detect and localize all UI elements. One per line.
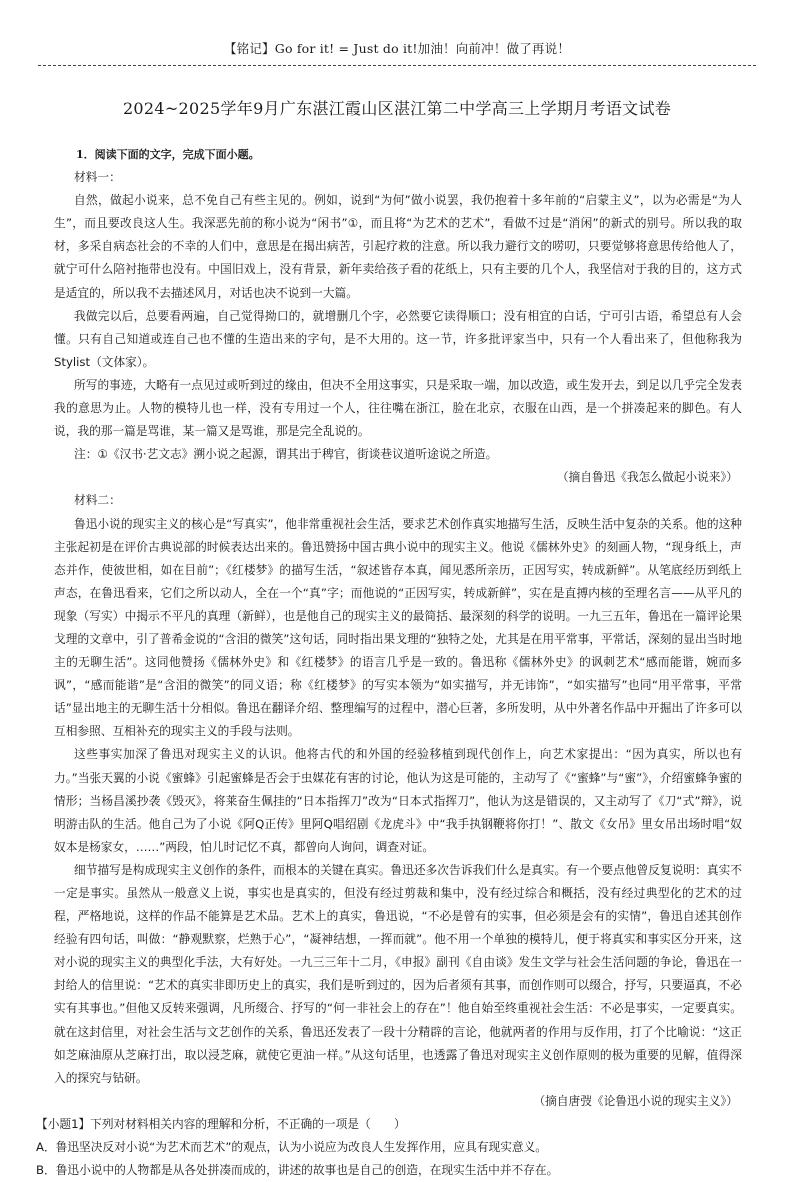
exam-title: 2024~2025学年9月广东湛江霞山区湛江第二中学高三上学期月考语文试卷 (122, 99, 672, 118)
material1-paragraph: 我做完以后，总要看两遍，自己觉得拗口的，就增删几个字，必然要它读得顺口；没有相宜的白话，宁可引古语，希望总有人会懂。只有自己知道或连自己也不懂的生造出来的字句，是不大用的。这一节，许多批评家当中，只有一个人看出来了，但他称我为Stylist（文体家）。 (54, 308, 742, 369)
header-motto: 【铭记】Go for it! = Just do it!加油！向前冲！做了再说！ (223, 41, 571, 56)
question1-stem: 【小题1】下列对材料相关内容的理解和分析，不正确的一项是（ ） (36, 1116, 406, 1131)
document-body (36, 143, 742, 1182)
material2-label: 材料二： (74, 493, 121, 508)
header-divider (38, 65, 756, 66)
material1-paragraph: 所写的事迹，大略有一点见过或听到过的缘由，但决不全用这事实，只是采取一端，加以改造，或生发开去，到足以几乎完全发表我的意思为止。人物的模特儿也一样，没有专用过一个人，往往嘴在浙江，脸在北京，衣服在山西，是一个拼凑起来的脚色。有人说，我的那一篇是骂谁，某一篇又是骂谁，那是完全乱说的。 (54, 377, 742, 439)
material2-paragraph: 这些事实加深了鲁迅对现实主义的认识。他将古代的和外国的经验移植到现代创作上，向艺术家提出：“因为真实，所以也有力。”当张天翼的小说《蜜蜂》引起蜜蜂是否会于虫媒花有害的讨论，他认为这是可能的，主动写了《“蜜蜂”与“蜜”》，介绍蜜蜂争蜜的情形；当杨昌溪抄袭《毁灭》，将莱奋生佩挂的“日本指挥刀”改为“日本式指挥刀”，他认为这是错误的，又主动写了《刀“式”辩》，说明游击队的生活。他自己为了小说《阿Q正传》里阿Q唱绍剧《龙虎斗》中“我手执钢鞭将你打！”、散文《女吊》里女吊出场时唱“奴奴本是杨家女，……”两段，怕儿时记忆不真，都曾向人询问，调查对证。 (54, 747, 742, 854)
question1-option-a: A．鲁迅坚决反对小说“为艺术而艺术”的观点，认为小说应为改良人生发挥作用，应具有现实意义。 (36, 1140, 547, 1155)
material1-label: 材料一： (74, 170, 121, 185)
material2-source: （摘自唐弢《论鲁迅小说的现实主义》） (533, 1093, 738, 1108)
material1-paragraph: 自然，做起小说来，总不免自己有些主见的。例如，说到“为何”做小说罢，我仍抱着十多年前的“启蒙主义”，以为必需是“为人生”，而且要改良这人生。我深恶先前的称小说为“闲书”①，而且将“为艺术的艺术”，看做不过是“消闲”的新式的别号。所以我的取材，多采自病态社会的不幸的人们中，意思是在揭出病苦，引起疗救的注意。所以我力避行文的唠叨，只要觉够将意思传给他人了，就宁可什么陪衬拖带也没有。中国旧戏上，没有背景，新年卖给孩子看的花纸上，只有主要的几个人，我坚信对于我的目的，这方式是适宜的，所以我不去描述风月，对话也决不说到一大篇。 (54, 193, 742, 300)
material2-paragraph: 鲁迅小说的现实主义的核心是“写真实”，他非常重视社会生活，要求艺术创作真实地描写生活，反映生活中复杂的关系。他的这种主张起初是在评价古典说部的时候表达出来的。鲁迅赞扬中国古典小说中的现实主义。他说《儒林外史》的刻画人物，“现身纸上，声态并作，使彼世相，如在目前”；《红楼梦》的描写生活，“叙述皆存本真，闻见悉所亲历，正因写实，转成新鲜”。从笔底经历到纸上声态，在鲁迅看来，它们之所以动人，全在一个“真”字；而他说的“正因写实，转成新鲜”，实在是直搏内核的至理名言——从平凡的现象（写实）中揭示不平凡的真理（新鲜），也是他自己的现实主义的最简括、最深刻的科学的说明。一九三五年，鲁迅在一篇评论果戈理的文章中，引了普希金说的“含泪的微笑”这句话，同时指出果戈理的“独特之处，尤其是在用平常事，平常话，深刻的显出当时地主的无聊生活”。这同他赞扬《儒林外史》和《红楼梦》的语言几乎是一致的。鲁迅称《儒林外史》的讽刺艺术“感而能谐，婉而多讽”，“感而能谐”是“含泪的微笑”的同义语；称《红楼梦》的写实本领为“如实描写，并无讳饰”，“如实描写”也同“用平常事，平常话”显出地主的无聊生活十分相似。鲁迅在翻译介绍、整理编写的过程中，潜心巨著，多所发明，从中外著名作品中开掘出了许多可以互相参照、互相补充的现实主义的手段与法则。 (54, 516, 742, 739)
question-intro: 1．阅读下面的文字，完成下面小题。 (76, 148, 260, 161)
material2-paragraph: 细节描写是构成现实主义创作的条件，而根本的关键在真实。鲁迅还多次告诉我们什么是真实。有一个要点他曾反复说明：真实不一定是事实。虽然从一般意义上说，事实也是真实的，但没有经过剪裁和集中，没有经过综合和概括，没有经过典型化的艺术的过程，严格地说，这样的作品不能算是艺术品。艺术上的真实，鲁迅说，“不必是曾有的实事，但必须是会有的实情”，鲁迅自述其创作经验有四句话，叫做：“静观默察，烂熟于心”，“凝神结想，一挥而就”。他不用一个单独的模特儿，便于将真实和事实区分开来，这对小说的现实主义的典型化手法，大有好处。一九三三年十二月，《申报》副刊《自由谈》发生文学与社会生活问题的争论，鲁迅在一封给人的信里说：“艺术的真实非即历史上的真实，我们是听到过的，因为后者须有其事，而创作则可以缀合，抒写，只要逼真，不必实有其事也。”但他又反转来强调，凡所缀合、抒写的“何一非社会上的存在”！他自始至终重视社会生活：不必是事实，一定要真实。就在这封信里，对社会生活与文艺创作的关系，鲁迅还发表了一段十分精辟的言论，他就两者的作用与反作用，打了个比喻说：“这正如芝麻油原从芝麻打出，取以浸芝麻，就使它更油一样。”从这句话里，也透露了鲁迅对现实主义创作原则的极为重要的见解，值得深入的探究与钻研。 (54, 862, 742, 1085)
material1-source: （摘自鲁迅《我怎么做起小说来》） (556, 470, 738, 485)
question1-option-b: B．鲁迅小说中的人物都是从各处拼凑而成的，讲述的故事也是自己的创造，在现实生活中并不存在。 (36, 1163, 559, 1178)
material1-note: 注：①《汉书·艺文志》溯小说之起源，谓其出于稗官，街谈巷议道听途说之所造。 (74, 447, 498, 462)
